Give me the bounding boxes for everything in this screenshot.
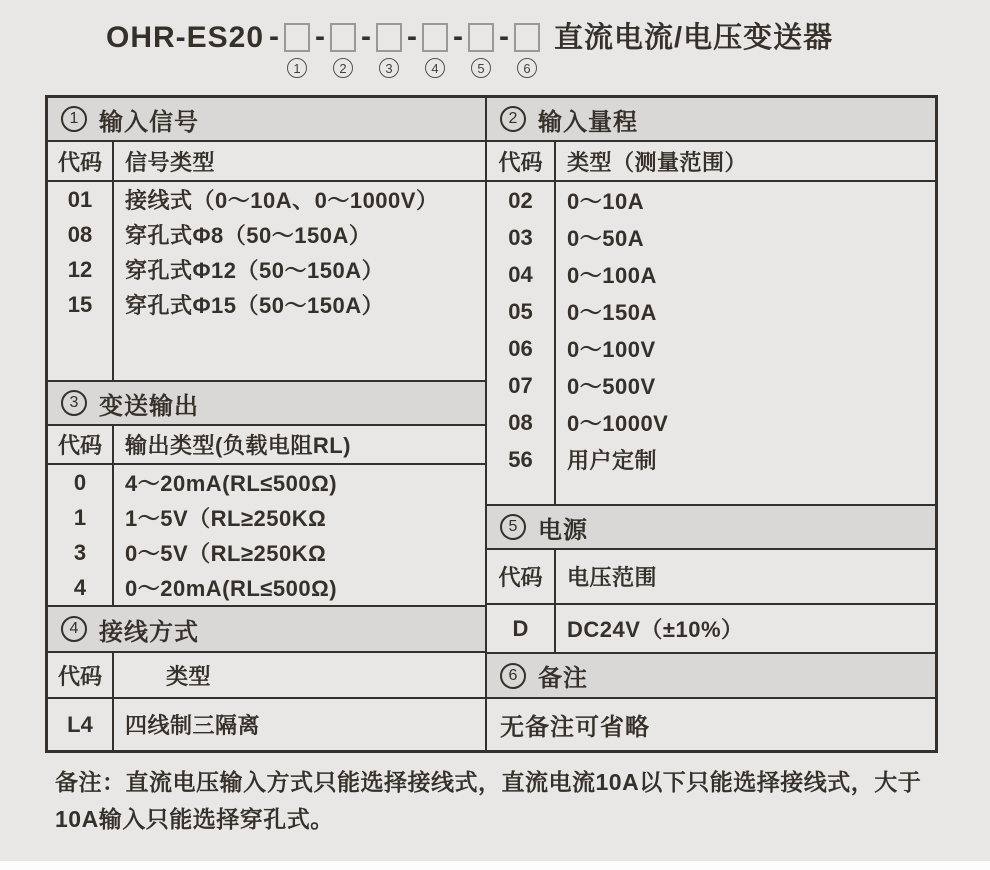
code-cell: 04 — [487, 256, 556, 293]
column-header-row — [487, 142, 935, 182]
remark-note-cell: 无备注可省略 — [500, 714, 650, 741]
table-row — [487, 441, 935, 478]
table-row — [487, 219, 935, 256]
section-number-badge: 3 — [61, 390, 87, 416]
code-cell: 3 — [48, 535, 114, 570]
table-row — [487, 330, 935, 367]
dash-separator: - — [361, 20, 372, 53]
code-cell: 03 — [487, 219, 556, 256]
type-cell: 0～5V（RL≥250KΩ — [125, 541, 327, 566]
empty-filler — [48, 322, 485, 380]
table-row — [48, 699, 485, 750]
table-row — [487, 293, 935, 330]
code-cell: 05 — [487, 293, 556, 330]
sequence-number-badge: 1 — [287, 58, 307, 78]
dash-separator: - — [453, 20, 464, 53]
section-header-wiring — [48, 605, 485, 653]
code-cell: 4 — [48, 570, 114, 605]
code-column-filler — [48, 322, 114, 380]
table-row — [48, 500, 485, 535]
section-title: 电源 — [538, 516, 588, 544]
section-header-input-signal — [48, 98, 485, 142]
column-header-row — [48, 426, 485, 465]
code-cell: 1 — [48, 500, 114, 535]
type-cell: 0～50A — [567, 226, 645, 251]
type-cell: 0～20mA(RL≤500Ω) — [125, 576, 338, 601]
product-title: 直流电流/电压变送器 — [554, 22, 834, 54]
table-row — [487, 605, 935, 652]
type-cell: 穿孔式Φ8（50～150A） — [125, 223, 372, 248]
section-title: 输入信号 — [99, 108, 199, 136]
code-cell: 12 — [48, 252, 114, 287]
section-title: 备注 — [538, 665, 588, 692]
code-column-header: 代码 — [48, 653, 114, 697]
table-row — [48, 465, 485, 500]
section-title: 接线方式 — [99, 618, 199, 646]
section-title: 变送输出 — [99, 392, 199, 420]
table-row — [487, 404, 935, 441]
model-code-box — [330, 23, 356, 52]
type-column-header: 电压范围 — [567, 565, 658, 590]
code-cell: 06 — [487, 330, 556, 367]
code-column-header: 代码 — [487, 142, 556, 180]
type-cell: 4～20mA(RL≤500Ω) — [125, 471, 338, 496]
model-code-box — [468, 23, 494, 52]
table-row — [48, 570, 485, 605]
code-cell: 0 — [48, 465, 114, 500]
type-cell: 0～150A — [567, 300, 657, 325]
section-number-badge: 4 — [61, 616, 87, 642]
model-code-box — [376, 23, 402, 52]
selection-table — [45, 95, 938, 753]
type-column-header: 类型 — [166, 663, 212, 689]
table-row — [48, 182, 485, 217]
type-cell: 穿孔式Φ12（50～150A） — [125, 258, 385, 283]
section-number-badge: 1 — [61, 106, 87, 132]
empty-filler — [487, 478, 935, 504]
sequence-number-badge: 3 — [379, 58, 399, 78]
code-cell: D — [487, 605, 556, 652]
table-row — [487, 182, 935, 219]
type-cell: 四线制三隔离 — [125, 713, 261, 738]
code-column-filler — [487, 478, 556, 504]
type-cell: DC24V（±10%） — [567, 617, 744, 642]
code-cell: 15 — [48, 287, 114, 322]
type-column-header: 类型（测量范围） — [567, 149, 748, 175]
type-cell: 0～10A — [567, 189, 645, 214]
section-title: 输入量程 — [538, 108, 638, 136]
type-cell: 0～500V — [567, 374, 656, 399]
code-column-header: 代码 — [48, 142, 114, 180]
column-header-row — [487, 550, 935, 605]
model-code-box — [514, 23, 540, 52]
sequence-number-badge: 2 — [333, 58, 353, 78]
code-column-header: 代码 — [487, 550, 556, 603]
type-cell: 0～1000V — [567, 411, 669, 436]
model-code-slot-2 — [330, 20, 356, 78]
section-header-output — [48, 380, 485, 426]
table-row — [48, 287, 485, 322]
type-cell: 用户定制 — [567, 448, 658, 473]
table-right-column — [485, 98, 935, 750]
model-code-box — [422, 23, 448, 52]
column-header-row — [48, 142, 485, 182]
sequence-number-badge: 4 — [425, 58, 445, 78]
code-cell: 01 — [48, 182, 114, 217]
table-row — [48, 535, 485, 570]
model-code-slot-4 — [422, 20, 448, 78]
model-code-slot-5 — [468, 20, 494, 78]
type-cell: 穿孔式Φ15（50～150A） — [125, 293, 385, 318]
type-column-header: 输出类型(负载电阻RL) — [125, 433, 351, 458]
code-cell: 56 — [487, 441, 556, 478]
column-header-row — [48, 653, 485, 699]
dash-separator: - — [315, 20, 326, 53]
table-row — [487, 699, 935, 750]
type-cell: 接线式（0～10A、0～1000V） — [125, 188, 439, 213]
section-number-badge: 2 — [500, 106, 526, 132]
dash-separator: - — [499, 20, 510, 53]
sequence-number-badge: 5 — [471, 58, 491, 78]
code-cell: 07 — [487, 367, 556, 404]
type-cell: 1～5V（RL≥250KΩ — [125, 506, 327, 531]
code-cell: 02 — [487, 182, 556, 219]
code-cell: 08 — [487, 404, 556, 441]
code-column-header: 代码 — [48, 426, 114, 463]
footnote-text: 备注：直流电压输入方式只能选择接线式，直流电流10A以下只能选择接线式，大于10A输入只能选择穿孔式。 — [55, 769, 922, 832]
sequence-number-badge: 6 — [517, 58, 537, 78]
table-row — [487, 256, 935, 293]
section-number-badge: 6 — [500, 663, 526, 689]
code-cell: L4 — [48, 699, 114, 750]
model-code-slot-6 — [514, 20, 540, 78]
type-cell: 0～100A — [567, 263, 657, 288]
section-header-power — [487, 504, 935, 550]
table-left-column — [48, 98, 485, 750]
section-header-input-range — [487, 98, 935, 142]
table-row — [48, 217, 485, 252]
type-cell: 0～100V — [567, 337, 656, 362]
model-code-slot-3 — [376, 20, 402, 78]
dash-separator: - — [407, 20, 418, 53]
table-row — [48, 252, 485, 287]
table-row — [487, 367, 935, 404]
model-prefix: OHR-ES20 — [106, 21, 265, 54]
type-column-header: 信号类型 — [125, 149, 216, 175]
section-number-badge: 5 — [500, 514, 526, 540]
dash-separator: - — [269, 20, 280, 53]
code-cell: 08 — [48, 217, 114, 252]
section-header-remark — [487, 652, 935, 699]
model-code-box — [284, 23, 310, 52]
model-code-slot-1 — [284, 20, 310, 78]
model-code-line — [106, 20, 833, 78]
